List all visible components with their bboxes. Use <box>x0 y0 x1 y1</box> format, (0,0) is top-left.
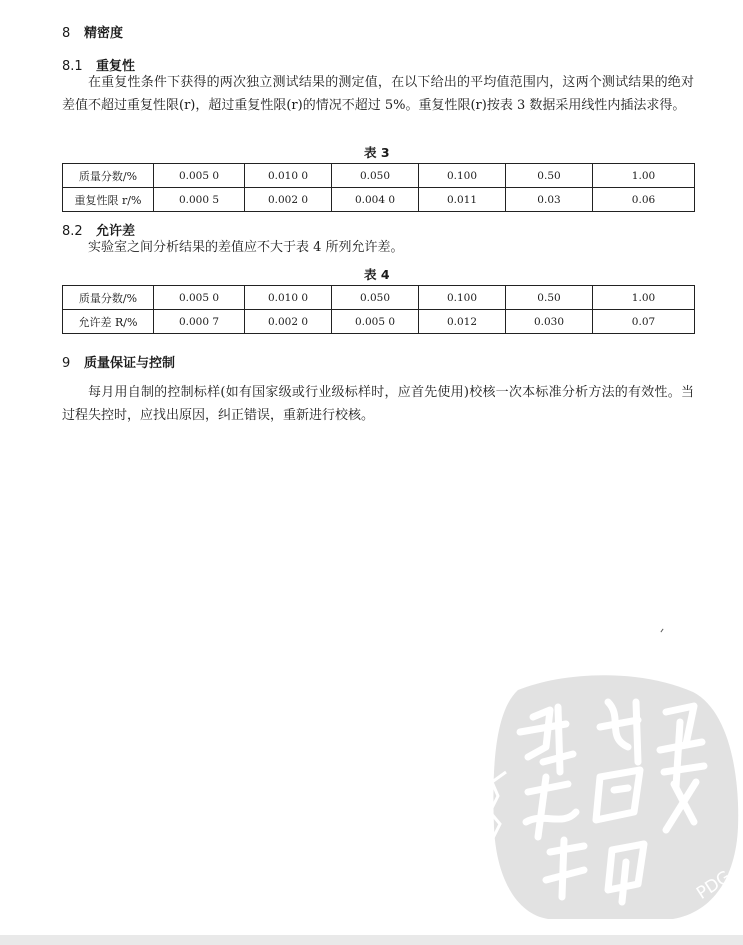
row-header: 质量分数/% <box>63 164 154 188</box>
table-cell: 0.50 <box>506 286 593 310</box>
table-row <box>63 286 695 310</box>
table-row <box>63 310 695 334</box>
table-cell: 0.010 0 <box>245 164 332 188</box>
watermark-seal <box>488 662 743 922</box>
table-cell: 0.050 <box>332 286 419 310</box>
table-cell: 0.011 <box>419 188 506 212</box>
subsection-title: 重复性 <box>96 59 136 74</box>
section-8-heading <box>62 22 123 41</box>
table-3-caption: 表 3 <box>364 145 390 160</box>
table-cell: 0.50 <box>506 164 593 188</box>
tolerance-paragraph: 实验室之间分析结果的差值应不大于表 4 所列允许差。 <box>88 240 404 255</box>
table-cell: 0.000 7 <box>154 310 245 334</box>
section-9-heading <box>62 352 175 371</box>
table-cell: 0.012 <box>419 310 506 334</box>
table-cell: 0.100 <box>419 286 506 310</box>
table-cell: 0.005 0 <box>154 164 245 188</box>
repeatability-paragraph: 在重复性条件下获得的两次独立测试结果的测定值，在以下给出的平均值范围内，这两个测试结果的绝对差值不超过重复性限(r)，超过重复性限(r)的情况不超过 5%。重复性限(r)按表 3 数据采用线性内插法求得。 <box>62 75 694 113</box>
table-4 <box>62 285 695 334</box>
table-cell: 0.000 5 <box>154 188 245 212</box>
watermark-label: PDG <box>693 867 735 904</box>
table-cell: 0.07 <box>593 310 695 334</box>
section-number: 8 <box>62 26 71 41</box>
row-header: 质量分数/% <box>63 286 154 310</box>
table-cell: 0.005 0 <box>332 310 419 334</box>
table-row <box>63 188 695 212</box>
table-row <box>63 164 695 188</box>
table-cell: 0.005 0 <box>154 286 245 310</box>
table-cell: 0.004 0 <box>332 188 419 212</box>
table-cell: 0.002 0 <box>245 310 332 334</box>
table-cell: 0.03 <box>506 188 593 212</box>
page-bottom-edge <box>0 935 743 945</box>
table-cell: 1.00 <box>593 286 695 310</box>
scan-mark <box>660 629 663 633</box>
table-cell: 0.100 <box>419 164 506 188</box>
section-title: 精密度 <box>84 26 124 41</box>
row-header: 重复性限 r/% <box>63 188 154 212</box>
section-number: 9 <box>62 356 71 371</box>
table-4-caption: 表 4 <box>364 267 390 282</box>
table-cell: 0.002 0 <box>245 188 332 212</box>
subsection-title: 允许差 <box>96 224 136 239</box>
table-3 <box>62 163 695 212</box>
table-cell: 0.050 <box>332 164 419 188</box>
row-header: 允许差 R/% <box>63 310 154 334</box>
quality-control-paragraph: 每月用自制的控制标样(如有国家级或行业级标样时，应首先使用)校核一次本标准分析方法的有效性。当过程失控时，应找出原因，纠正错误，重新进行校核。 <box>62 385 694 423</box>
subsection-number: 8.1 <box>62 59 83 74</box>
section-title: 质量保证与控制 <box>84 356 176 371</box>
table-cell: 0.010 0 <box>245 286 332 310</box>
table-cell: 0.030 <box>506 310 593 334</box>
table-cell: 1.00 <box>593 164 695 188</box>
subsection-number: 8.2 <box>62 224 83 239</box>
table-cell: 0.06 <box>593 188 695 212</box>
